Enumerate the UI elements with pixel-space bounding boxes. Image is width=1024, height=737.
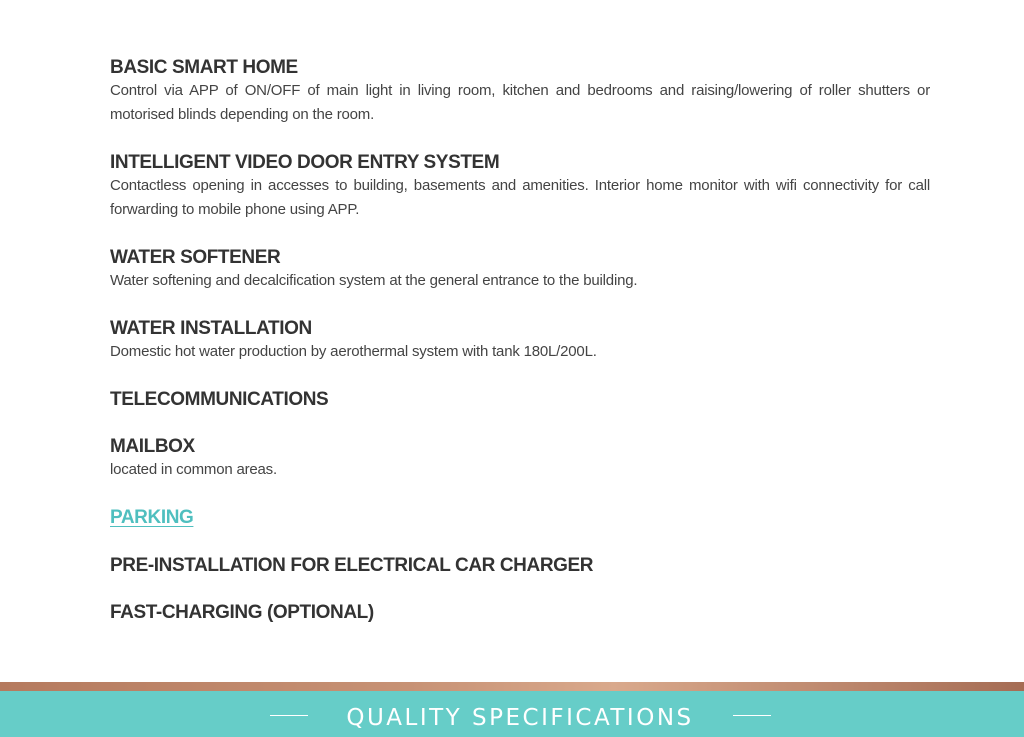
section-heading: TELECOMMUNICATIONS [110, 389, 329, 410]
section-telecommunications [110, 389, 930, 411]
section-heading: INTELLIGENT VIDEO DOOR ENTRY SYSTEM [110, 152, 500, 173]
section-body: Contactless opening in accesses to building, basements and amenities. Interior home monitor with wifi connectivity for call forwarding to mobile phone using APP. [110, 177, 930, 218]
section-heading: WATER INSTALLATION [110, 318, 312, 339]
section-parking[interactable] [110, 507, 930, 529]
section-video-door-entry [110, 152, 930, 222]
section-basic-smart-home [110, 57, 930, 127]
footer-copper-stripe [0, 682, 1024, 691]
parking-link[interactable]: PARKING [110, 507, 194, 528]
footer-title: QUALITY SPECIFICATIONS [346, 705, 694, 731]
section-fast-charging [110, 602, 930, 624]
section-heading: PRE-INSTALLATION FOR ELECTRICAL CAR CHARGER [110, 555, 594, 576]
section-body: Domestic hot water production by aerothermal system with tank 180L/200L. [110, 343, 597, 360]
section-heading: MAILBOX [110, 436, 195, 457]
section-water-softener [110, 247, 930, 293]
section-water-installation [110, 318, 930, 364]
section-heading: WATER SOFTENER [110, 247, 281, 268]
section-mailbox [110, 436, 930, 482]
section-heading: FAST-CHARGING (OPTIONAL) [110, 602, 374, 623]
section-body: Control via APP of ON/OFF of main light in living room, kitchen and bedrooms and raising/lowering of roller shutters or motorised blinds depending on the room. [110, 82, 930, 123]
section-body: Water softening and decalcification system at the general entrance to the building. [110, 272, 638, 289]
section-body: located in common areas. [110, 461, 277, 478]
section-car-charger [110, 555, 930, 577]
section-heading: BASIC SMART HOME [110, 57, 298, 78]
